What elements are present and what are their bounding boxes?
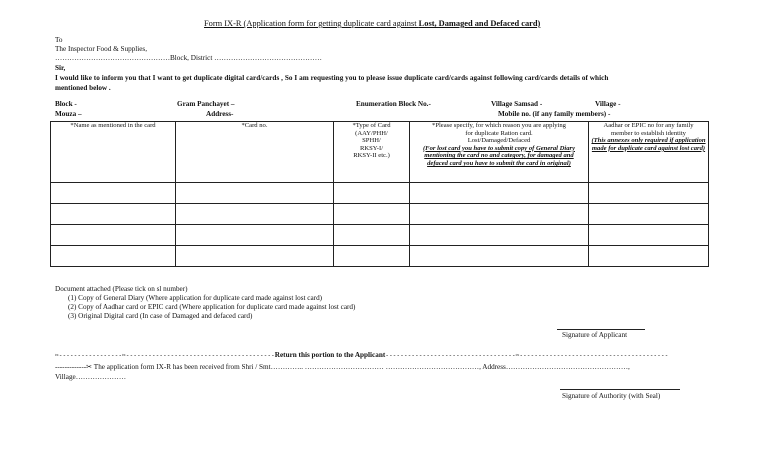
document-item: (2) Copy of Aadhar card or EPIC card (Where application for duplicate card made against lost card) [68, 303, 356, 311]
signature-applicant: Signature of Applicant [562, 331, 628, 339]
field-mobile: Mobile no. (if any family members) - [498, 110, 611, 118]
field-address: Address- [206, 110, 234, 118]
cut-line-label: Return this portion to the Applicant [274, 351, 386, 359]
field-enumeration-block: Enumeration Block No.- [356, 100, 431, 108]
address-line-2: …………………………………………Block, District ……………………………………… [55, 54, 322, 62]
salutation: Sir, [55, 64, 66, 72]
header-identity: Aadhar or EPIC no for any family member to establish identity (This annexes only required if application made for duplicate card against lost card) [589, 122, 709, 183]
card-details-table [50, 121, 709, 267]
field-village: Village - [595, 100, 621, 108]
header-name: *Name as mentioned in the card [51, 122, 176, 183]
header-card-no: *Card no. [176, 122, 334, 183]
identity-note: (This annexes only required if application made for duplicate card against lost card) [591, 137, 706, 152]
header-card-type: *Type of Card (AAY/PHH/ SPHH/ RKSY-I/ RKSY-II etc.) [334, 122, 410, 183]
document-item: (3) Original Digital card (In case of Damaged and defaced card) [68, 312, 253, 320]
form-title [204, 19, 540, 28]
receipt-text-line-2: Village………………… [55, 373, 127, 381]
address-line-1: The Inspector Food & Supplies, [55, 45, 148, 53]
header-reason: *Please specify, for which reason you are applying for duplicate Ration card. Lost/Damaged/Defaced (For lost card you have to submit copy of General Diary mentioning the card no and category, for damaged and defaced card you have to submit the card in original) [410, 122, 589, 183]
form-title-bold: Lost, Damaged and Defaced card) [418, 19, 541, 28]
request-text-line-1: I would like to inform you that I want to get duplicate digital card/cards , So I am requesting you to please issue duplicate card/cards against following card/cards details of which [55, 74, 609, 82]
field-mouza: Mouza – [55, 110, 82, 118]
documents-heading: Document attached (Please tick on sl number) [55, 285, 188, 293]
field-block: Block - [55, 100, 77, 108]
table-row [51, 246, 709, 267]
form-title-prefix: Form IX-R (Application form for getting duplicate card against [204, 19, 419, 28]
authority-signature-line [560, 389, 680, 390]
table-header-row [51, 122, 709, 183]
field-gram-panchayet: Gram Panchayet – [177, 100, 235, 108]
cut-line: ✂-----------------✂----------------------------------------Return this portion to the Applicant-----------------------------------✂---------------------------------------- [55, 351, 669, 359]
document-item: (1) Copy of General Diary (Where application for duplicate card made against lost card) [68, 294, 323, 302]
reason-note: (For lost card you have to submit copy of General Diary mentioning the card no and category, for damaged and defaced card you have to submit the card in original) [422, 144, 575, 167]
table-row [51, 204, 709, 225]
field-village-samsad: Village Samsad - [491, 100, 543, 108]
signature-authority: Signature of Authority (with Seal) [562, 392, 661, 400]
applicant-signature-line [557, 329, 645, 330]
address-to: To [55, 36, 63, 44]
table-row [51, 225, 709, 246]
table-row [51, 183, 709, 204]
receipt-text-line-1: -------------✂ The application form IX-R has been received from Shri / Smt………….. …………………………… …………………………………, Address……………………………………………, [55, 363, 630, 371]
request-text-line-2: mentioned below . [55, 84, 111, 92]
